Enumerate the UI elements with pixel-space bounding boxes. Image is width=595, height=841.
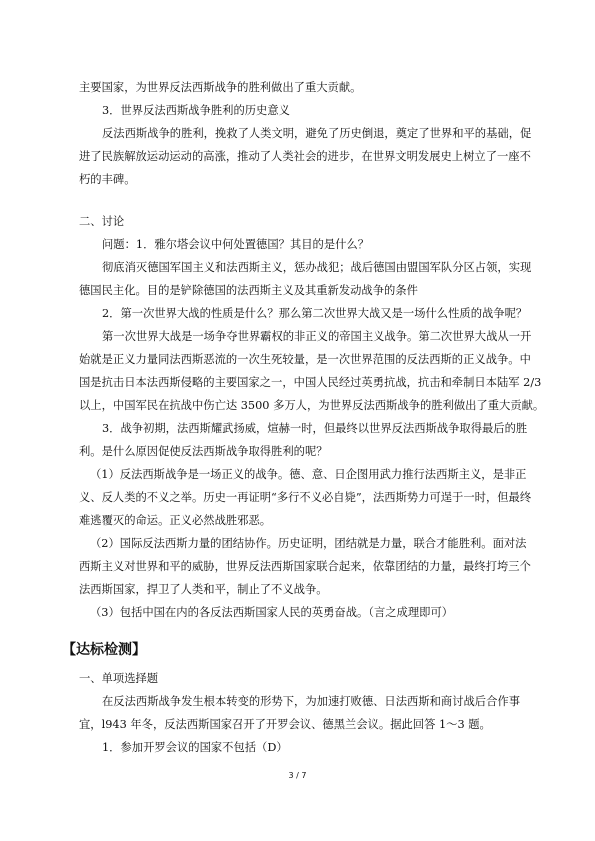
text-line: 朽的丰碑。 [79, 173, 136, 186]
section-title: 一、单项选择题 [79, 672, 159, 685]
text-line: 国是抗击日本法西斯侵略的主要国家之一，中国人民经过英勇抗战，抗击和牵制日本陆军 2/3 [79, 376, 542, 389]
section-heading: 【达标检测】 [62, 642, 146, 658]
text-line: 进了民族解放运动运动的高涨，推动了人类社会的进步，在世界文明发展史上树立了一座不 [79, 150, 531, 163]
question: 问题：1．雅尔塔会议中何处置德国？其目的是什么？ [102, 238, 370, 251]
subheading: 3．世界反法西斯战争胜利的历史意义 [102, 104, 290, 117]
text-line: 反法西斯战争的胜利，挽救了人类文明，避免了历史倒退，奠定了世界和平的基础，促 [102, 127, 532, 140]
text-line: 义、反人类的不义之举。历史一再证明“多行不义必自毙”，法西斯势力可逞于一时，但最终 [79, 491, 532, 504]
section-title: 二、讨论 [79, 215, 125, 228]
question: 1．参加开罗会议的国家不包括（D） [102, 741, 288, 754]
text-line: 西斯主义对世界和平的威胁，世界反法西斯国家联合起来，依靠团结的力量，最终打垮三个 [79, 560, 531, 573]
text-line: 利。是什么原因促使反法西斯战争取得胜利的呢？ [79, 445, 328, 458]
text-line: 始就是正义力量同法西斯恶流的一次生死较量，是一次世界范围的反法西斯的正义战争。中 [79, 353, 531, 366]
page-number: 3 / 7 [288, 771, 307, 780]
text-line: 宜，l943 年冬，反法西斯国家召开了开罗会议、德黑兰会议。据此回答 1～3 题。 [79, 718, 491, 731]
text-line: 难逃覆灭的命运。正义必然战胜邪恶。 [79, 514, 272, 527]
text-line: 在反法西斯战争发生根本转变的形势下，为加速打败德、日法西斯和商讨战后合作事 [102, 695, 520, 708]
question: 3．战争初期，法西斯耀武扬威，煊赫一时，但最终以世界反法西斯战争取得最后的胜 [102, 422, 528, 435]
text-line: 主要国家，为世界反法西斯战争的胜利做出了重大贡献。 [79, 81, 362, 94]
text-line: 德国民主化。目的是铲除德国的法西斯主义及其重新发动战争的条件 [79, 284, 418, 297]
text-line: （1）反法西斯战争是一场正义的战争。德、意、日企图用武力推行法西斯主义，是非正 [90, 468, 527, 481]
text-line: 彻底消灭德国军国主义和法西斯主义，惩办战犯；战后德国由盟国军队分区占领，实现 [102, 261, 532, 274]
question: 2．第一次世界大战的性质是什么？那么第二次世界大战又是一场什么性质的战争呢？ [102, 307, 528, 320]
text-line: （2）国际反法西斯力量的团结协作。历史证明，团结就是力量，联合才能胜利。面对法 [90, 537, 527, 550]
text-line: （3）包括中国在内的各反法西斯国家人民的英勇奋战。（言之成理即可） [90, 606, 454, 619]
text-line: 第一次世界大战是一场争夺世界霸权的非正义的帝国主义战争。第二次世界大战从一开 [102, 330, 532, 343]
text-line: 以上，中国军民在抗战中伤亡达 3500 多万人，为世界反法西斯战争的胜利做出了重大贡献。 [79, 399, 545, 412]
text-line: 法西斯国家，捍卫了人类和平，制止了不义战争。 [79, 583, 328, 596]
